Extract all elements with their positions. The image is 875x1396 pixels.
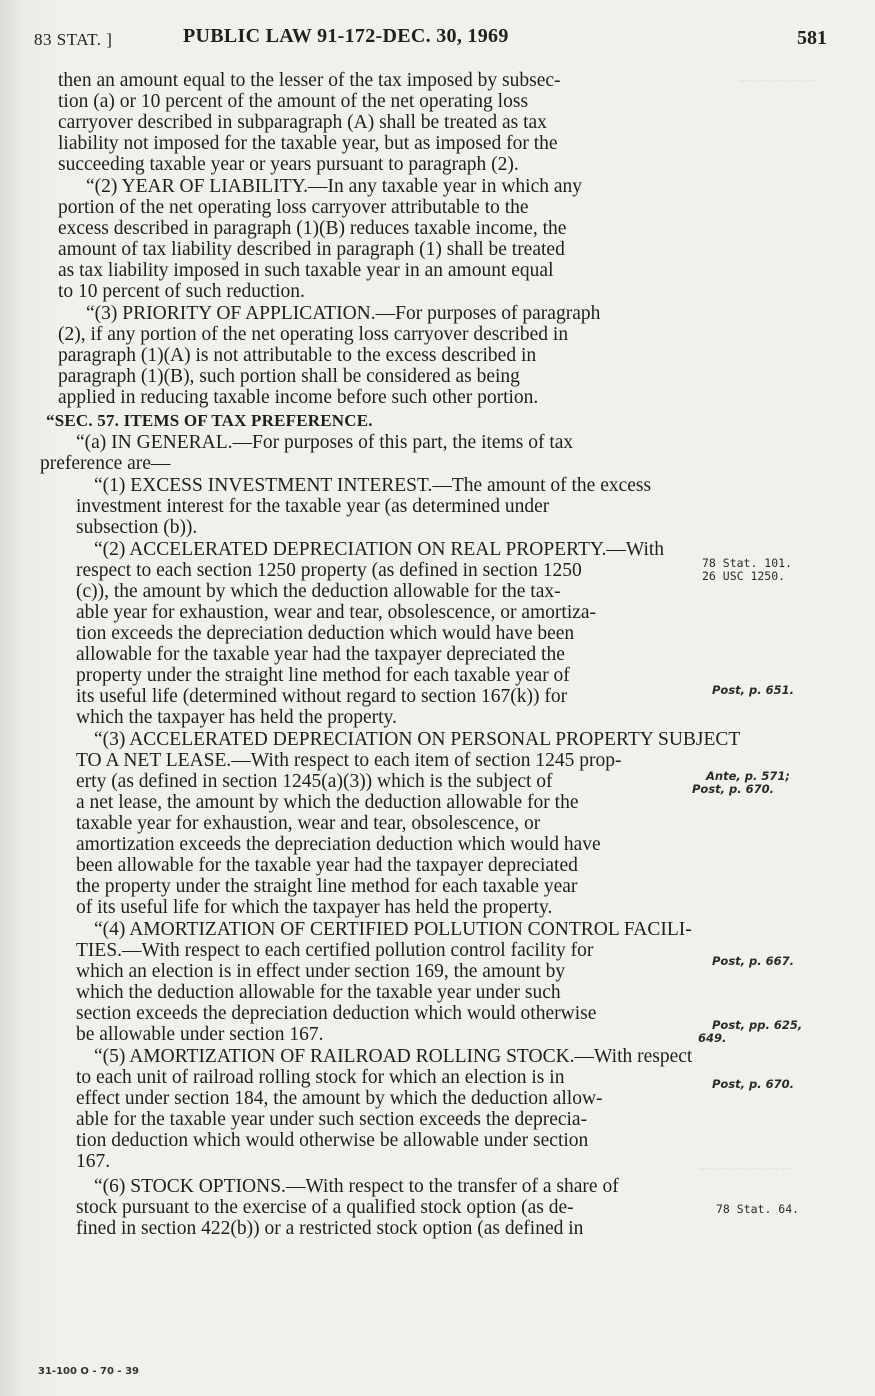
text-line: subsection (b)).	[76, 517, 198, 538]
text-line: a net lease, the amount by which the deduction allowable for the	[76, 792, 579, 813]
text-line: which the taxpayer has held the property.	[76, 707, 397, 728]
text-line: TO A NET LEASE.—With respect to each item of section 1245 prop-	[76, 750, 622, 771]
margin-note-post-667	[712, 955, 862, 968]
text-line: excess described in paragraph (1)(B) reduces taxable income, the	[58, 218, 567, 239]
text-line: paragraph (1)(A) is not attributable to the excess described in	[58, 345, 537, 366]
text-line: amount of tax liability described in paragraph (1) shall be treated	[58, 239, 565, 260]
text-line: able for the taxable year under such section exceeds the deprecia-	[76, 1109, 588, 1130]
margin-note-line: 649.	[698, 1031, 727, 1045]
text-line: as tax liability imposed in such taxable year in an amount equal	[58, 260, 554, 281]
page-number: 581	[797, 27, 827, 49]
text-line: which an election is in effect under section 169, the amount by	[76, 961, 566, 982]
text-line: preference are—	[40, 453, 171, 474]
text-line: tion deduction which would otherwise be allowable under section	[76, 1130, 589, 1151]
statute-volume: 83 STAT. ]	[34, 30, 113, 49]
text-line: (2), if any portion of the net operating loss carryover described in	[58, 324, 569, 345]
text-line: tion exceeds the depreciation deduction which would have been	[76, 623, 575, 644]
text-line: to 10 percent of such reduction.	[58, 281, 305, 302]
margin-note-line: Post, p. 670.	[712, 1077, 795, 1091]
text-line: of its useful life for which the taxpayer has held the property.	[76, 897, 553, 918]
text-line: which the deduction allowable for the taxable year under such	[76, 982, 561, 1003]
bleed-through-text: — — — — —	[740, 72, 818, 87]
text-line: section exceeds the depreciation deduction which would otherwise	[76, 1003, 597, 1024]
text-line: applied in reducing taxable income before such other portion.	[58, 387, 539, 408]
margin-note-line: 78 Stat. 64.	[716, 1202, 800, 1216]
print-code: 31-100 O - 70 - 39	[38, 1366, 139, 1377]
text-line: taxable year for exhaustion, wear and tear, obsolescence, or	[76, 813, 541, 834]
text-line: “(a) IN GENERAL.—For purposes of this part, the items of tax	[76, 432, 574, 453]
page-header	[0, 22, 875, 52]
text-line: respect to each section 1250 property (as defined in section 1250	[76, 560, 582, 581]
text-line: “(2) ACCELERATED DEPRECIATION ON REAL PROPERTY.—With	[94, 539, 665, 560]
text-line: “(2) YEAR OF LIABILITY.—In any taxable year in which any	[86, 176, 583, 197]
text-line: the property under the straight line method for each taxable year	[76, 876, 578, 897]
margin-note-line: Post, p. 651.	[712, 683, 795, 697]
text-line: “(4) AMORTIZATION OF CERTIFIED POLLUTION CONTROL FACILI-	[94, 919, 692, 940]
margin-note-line: Ante, p. 571;	[706, 769, 790, 783]
margin-note-line: Post, pp. 625,	[712, 1018, 803, 1032]
margin-note-post-651	[712, 684, 862, 697]
margin-note-post-625	[698, 1019, 848, 1045]
text-line: (c)), the amount by which the deduction allowable for the tax-	[76, 581, 561, 602]
text-line: tion (a) or 10 percent of the amount of the net operating loss	[58, 91, 529, 112]
text-line: erty (as defined in section 1245(a)(3)) which is the subject of	[76, 771, 553, 792]
margin-note-ante-571	[692, 770, 842, 796]
text-line: portion of the net operating loss carryover attributable to the	[58, 197, 529, 218]
text-line: “(3) PRIORITY OF APPLICATION.—For purposes of paragraph	[86, 303, 601, 324]
margin-note-line: Post, p. 667.	[712, 954, 795, 968]
text-line: paragraph (1)(B), such portion shall be considered as being	[58, 366, 520, 387]
margin-note-post-670	[712, 1078, 862, 1091]
text-line: amortization exceeds the depreciation deduction which would have	[76, 834, 601, 855]
text-line: stock pursuant to the exercise of a qualified stock option (as de-	[76, 1197, 574, 1218]
text-line: allowable for the taxable year had the taxpayer depreciated the	[76, 644, 565, 665]
text-line: investment interest for the taxable year (as determined under	[76, 496, 550, 517]
text-line: liability not imposed for the taxable year, but as imposed for the	[58, 133, 558, 154]
text-line: effect under section 184, the amount by which the deduction allow-	[76, 1088, 603, 1109]
margin-note-stat-101	[702, 557, 852, 583]
text-line: “(5) AMORTIZATION OF RAILROAD ROLLING STOCK.—With respect	[94, 1046, 693, 1067]
margin-note-stat-64	[716, 1203, 866, 1216]
text-line: fined in section 422(b)) or a restricted stock option (as defined in	[76, 1218, 584, 1239]
text-line: 167.	[76, 1151, 111, 1172]
text-line: been allowable for the taxable year had the taxpayer depreciated	[76, 855, 578, 876]
bleed-through-text: — — — — — —	[700, 1160, 795, 1175]
text-line: able year for exhaustion, wear and tear, obsolescence, or amortiza-	[76, 602, 597, 623]
text-line: succeeding taxable year or years pursuant to paragraph (2).	[58, 154, 519, 175]
text-line: TIES.—With respect to each certified pollution control facility for	[76, 940, 594, 961]
text-line: be allowable under section 167.	[76, 1024, 324, 1045]
text-line: its useful life (determined without regard to section 167(k)) for	[76, 686, 568, 707]
margin-note-line: Post, p. 670.	[692, 782, 775, 796]
text-line: “(6) STOCK OPTIONS.—With respect to the transfer of a share of	[94, 1176, 619, 1197]
text-line: “SEC. 57. ITEMS OF TAX PREFERENCE.	[46, 411, 373, 430]
text-line: carryover described in subparagraph (A) shall be treated as tax	[58, 112, 547, 133]
text-line: property under the straight line method for each taxable year of	[76, 665, 570, 686]
text-line: “(3) ACCELERATED DEPRECIATION ON PERSONAL PROPERTY SUBJECT	[94, 729, 741, 750]
text-line: to each unit of railroad rolling stock for which an election is in	[76, 1067, 565, 1088]
text-line: “(1) EXCESS INVESTMENT INTEREST.—The amount of the excess	[94, 475, 652, 496]
text-line: then an amount equal to the lesser of the tax imposed by subsec-	[58, 70, 561, 91]
margin-note-line: 26 USC 1250.	[702, 569, 786, 583]
law-title: PUBLIC LAW 91-172-DEC. 30, 1969	[183, 25, 509, 47]
margin-note-line: 78 Stat. 101.	[702, 556, 793, 570]
